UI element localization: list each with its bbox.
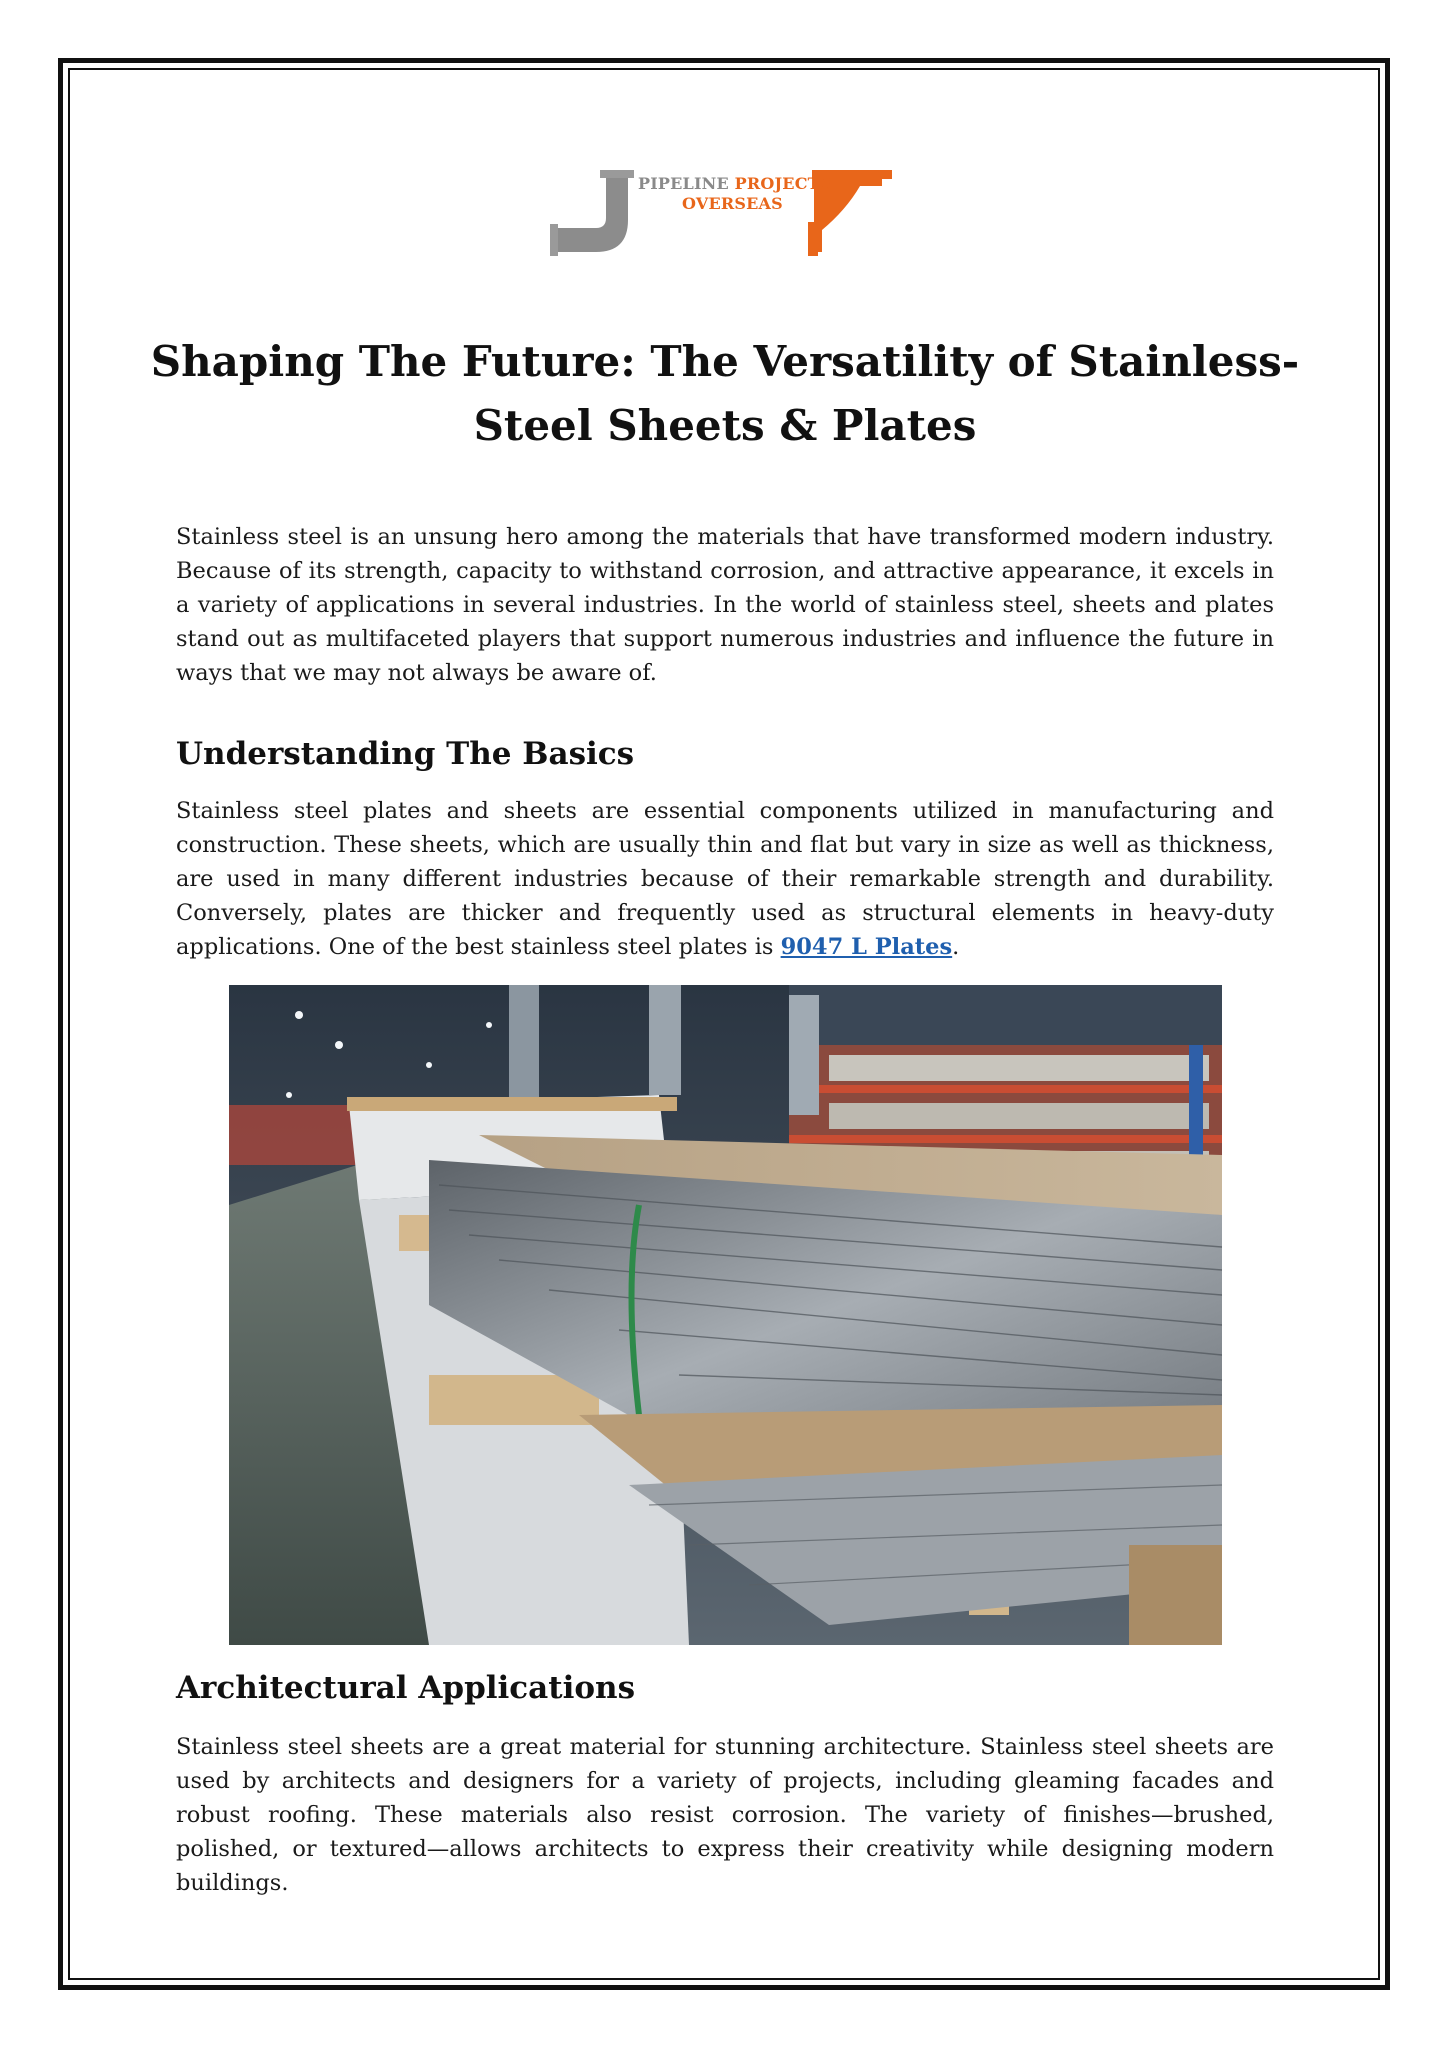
9047-l-plates-link[interactable]: 9047 L Plates xyxy=(780,934,953,960)
logo-text-pipeline: PIPELINE xyxy=(638,174,735,193)
page-title: Shaping The Future: The Versatility of Stainless-Steel Sheets & Plates xyxy=(150,337,1300,450)
logo-text-overseas: OVERSEAS xyxy=(682,194,783,213)
basics-paragraph xyxy=(176,794,1274,964)
warehouse-steel-sheets-image xyxy=(229,985,1222,1645)
intro-paragraph: Stainless steel is an unsung hero among the materials that have transformed modern industry. Because of its strength, capacity to withstand corrosion, and attractive appearance, it excels in a variety of applications in several industries. In the world of stainless steel, sheets and plates stand out as multifaceted players that support numerous industries and influence the future in ways that we may not always be aware of. xyxy=(176,524,1274,686)
logo-text-projects: PROJECTS xyxy=(734,174,832,193)
basics-paragraph-end: . xyxy=(952,934,960,960)
logo-text xyxy=(638,174,832,214)
basics-paragraph-text: Stainless steel plates and sheets are essential components utilized in manufacturing and construction. These sheets, which are usually thin and flat but vary in size as well as thickness, are used in many different industries because of their remarkable strength and durability. Conversely, plates are thicker and frequently used as structural elements in heavy-duty applications. One of the best stainless steel plates is xyxy=(176,798,1274,960)
section-heading-basics: Understanding The Basics xyxy=(176,736,635,772)
architectural-paragraph: Stainless steel sheets are a great material for stunning architecture. Stainless steel sheets are used by architects and designers for a variety of projects, including gleaming facades and robust roofing. These materials also resist corrosion. The variety of finishes—brushed, polished, or textured—allows architects to express their creativity while designing modern buildings. xyxy=(176,1734,1274,1896)
section-heading-architectural: Architectural Applications xyxy=(176,1670,636,1706)
company-logo xyxy=(550,170,900,260)
steel-sheets-photo xyxy=(229,985,1222,1645)
